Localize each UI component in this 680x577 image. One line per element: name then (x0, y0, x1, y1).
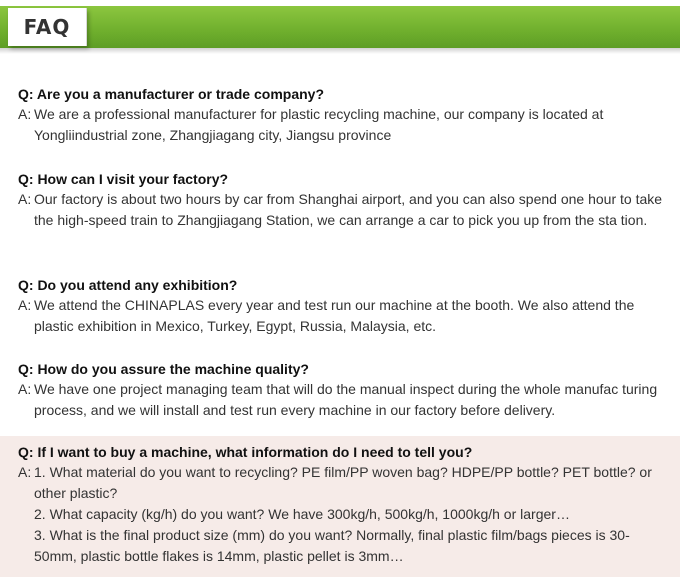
answer-text: We have one project managing team that will do the manual inspect during the whole manufac turing process, and we will install and test run every machine in our factory before delivery. (34, 381, 658, 418)
faq-item (0, 84, 680, 146)
faq-question: Q: If I want to buy a machine, what information do I need to tell you? (18, 444, 473, 460)
faq-answer (18, 104, 666, 146)
answer-text: We are a professional manufacturer for plastic recycling machine, our company is located at Yongliindustrial zone, Zhangjiagang city, Jiangsu province (34, 106, 604, 143)
faq-title: FAQ (8, 8, 87, 46)
faq-question: Q: Do you attend any exhibition? (18, 277, 238, 293)
faq-item (0, 169, 680, 231)
faq-answer (18, 379, 666, 421)
faq-question: Q: How can I visit your factory? (18, 171, 229, 187)
answer-line: 1. What material do you want to recycling? PE film/PP woven bag? HDPE/PP bottle? PET bottle? or other plastic? (34, 464, 652, 501)
answer-line: 2. What capacity (kg/h) do you want? We have 300kg/h, 500kg/h, 1000kg/h or larger… (34, 506, 570, 522)
answer-prefix: A: (18, 464, 32, 480)
answer-text-list (34, 462, 666, 567)
answer-prefix: A: (18, 191, 32, 207)
answer-prefix: A: (18, 297, 32, 313)
answer-text: Our factory is about two hours by car from Shanghai airport, and you can also spend one hour to take the high-speed train to Zhangjiagang Station, we can arrange a car to pick you up from the sta tion. (34, 191, 663, 228)
answer-prefix: A: (18, 381, 32, 397)
faq-item (0, 359, 680, 421)
faq-item-highlighted (0, 442, 680, 567)
faq-answer (18, 189, 666, 231)
header-green-bar (0, 6, 680, 48)
faq-answer (18, 295, 666, 337)
faq-question: Q: Are you a manufacturer or trade company? (18, 86, 324, 102)
faq-answer (18, 462, 666, 567)
answer-prefix: A: (18, 106, 32, 122)
header-shadow (0, 48, 680, 54)
answer-line: 3. What is the final product size (mm) do you want? Normally, final plastic film/bags pieces is 30-50mm, plastic bottle flakes is 14mm, plastic pellet is 3mm… (34, 527, 630, 564)
faq-header (0, 0, 680, 56)
faq-question: Q: How do you assure the machine quality? (18, 361, 309, 377)
faq-item (0, 275, 680, 337)
answer-text: We attend the CHINAPLAS every year and test run our machine at the booth. We also attend the plastic exhibition in Mexico, Turkey, Egypt, Russia, Malaysia, etc. (34, 297, 635, 334)
